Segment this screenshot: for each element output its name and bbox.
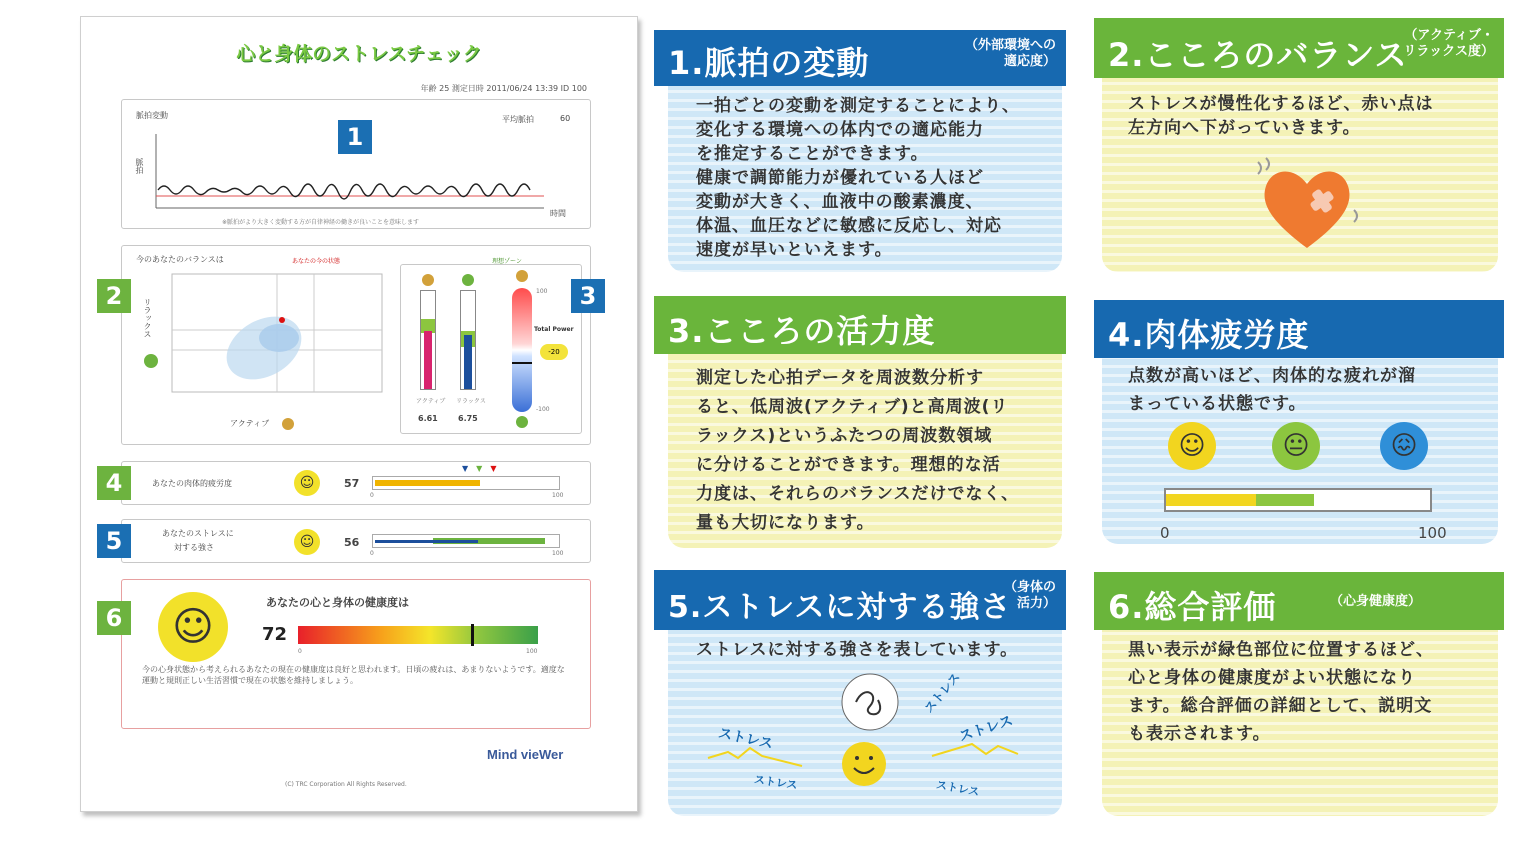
card-vitality-body: 測定した心拍データを周波数分析す ると、低周波(アクティブ)と高周波(リ ラックス)というふたつの周波数領域 に分けることができます。理想的な活 力度は、それらのバランスだけでなく、 量も大切になります。 (696, 368, 1020, 533)
thermo-label: Total Power (534, 326, 574, 333)
balance-y-label: リラックス (143, 298, 152, 338)
fatigue-value: 57 (344, 477, 360, 490)
card-fatigue-body: 点数が高いほど、肉体的な疲れが溜 まっている状態です。 (1128, 366, 1416, 414)
health-min: 0 (298, 648, 302, 655)
badge-4: 4 (97, 466, 131, 500)
fatigue-scale-max: 100 (1418, 524, 1447, 542)
banner-balance-title: 2.こころのバランス (1108, 36, 1408, 74)
banner-stress-sub: （身体の 活力） (1003, 580, 1056, 611)
report-title: 心と身体のストレスチェック (236, 43, 482, 65)
banner-stress (654, 570, 1066, 630)
card-pulse-body: 一拍ごとの変動を測定することにより、 変化する環境への体内での適応能力 を推定することができます。 健康で調節能力が優れている人ほど 変動が大きく、血液中の酸素濃度、 体温、血圧などに敏感に反応し、対応 速度が早いといえます。 (696, 96, 1020, 260)
badge-5: 5 (97, 524, 131, 558)
pulse-y-label: 脈拍 (135, 158, 144, 174)
pulse-heading: 脈拍変動 (136, 111, 168, 120)
banner-overall (1094, 572, 1504, 630)
balance-heading: 今のあなたのバランスは (136, 255, 224, 264)
thermo-badge: -20 (540, 344, 568, 360)
banner-vitality-title: 3.こころの活力度 (668, 312, 936, 350)
card-pulse (668, 54, 1062, 272)
banner-balance-sub: （アクティブ・ リラックス度） (1403, 28, 1494, 59)
mindviewer-logo: Mind vieWer (487, 747, 564, 762)
balance-scatter (164, 270, 394, 400)
fatigue-bar (372, 476, 560, 490)
banner-overall-sub: （心身健康度） (1330, 594, 1422, 609)
fatigue-panel (121, 461, 591, 505)
relax-value: 6.75 (458, 414, 478, 423)
banner-vitality (654, 296, 1066, 354)
pulse-avg-label: 平均脈拍 (502, 115, 534, 124)
active-bar-label: アクティブ (416, 398, 446, 405)
fatigue-max: 100 (552, 492, 564, 499)
stress-word-5: ストレス (935, 778, 981, 799)
banner-pulse-title: 1.脈拍の変動 (668, 44, 870, 82)
stress-word-1: ストレス (716, 725, 775, 753)
health-title: あなたの心と身体の健康度は (266, 596, 409, 609)
fatigue-scale-min: 0 (1160, 524, 1170, 542)
active-icon (282, 418, 294, 430)
fatigue-smiley-icon: ☺ (294, 470, 320, 496)
pulse-avg-value: 60 (560, 114, 571, 123)
current-state-dot (279, 317, 285, 323)
card-stress (668, 598, 1062, 816)
neutral-face-icon: 😐 (1272, 422, 1320, 470)
active-bar (420, 290, 436, 390)
health-gradient-bar (298, 626, 538, 644)
report-meta: 年齢 25 測定日時 2011/06/24 13:39 ID 100 (420, 84, 587, 93)
fatigue-label: あなたの肉体的疲労度 (152, 479, 232, 488)
badge-6: 6 (97, 601, 131, 635)
health-value: 72 (262, 624, 288, 645)
copyright-text: (C) TRC Corporation All Rights Reserved. (285, 781, 407, 788)
stress-word-3: ストレス (921, 670, 963, 716)
tired-face-icon: 😖 (1380, 422, 1428, 470)
health-panel (121, 579, 591, 729)
balance-x-label: アクティブ (230, 419, 270, 428)
badge-2: 2 (97, 279, 131, 313)
thermo-gauge (512, 288, 532, 412)
stress-label-1: あなたのストレスに (162, 529, 234, 538)
pulse-note: ※脈拍がより大きく変動する方が自律神経の働きが良いことを意味します (222, 219, 420, 226)
relax-bar-label: リラックス (456, 398, 486, 405)
fatigue-bar-fill (375, 480, 480, 486)
legend-green-text: 理想ゾーン (492, 258, 522, 265)
relax-tree-icon (144, 354, 158, 368)
fatigue-scale-bar (1164, 488, 1432, 512)
active-value: 6.61 (418, 414, 438, 423)
thermo-bottom-icon (516, 416, 528, 428)
banner-pulse (654, 30, 1066, 86)
thermo-bottom-value: -100 (536, 406, 550, 413)
health-max: 100 (526, 648, 538, 655)
stress-word-4: ストレス (753, 773, 799, 792)
thermo-top-value: 100 (536, 288, 548, 295)
health-marker (471, 624, 474, 646)
card-balance-body: ストレスが慢性化するほど、赤い点は 左方向へ下がっていきます。 (1128, 94, 1434, 138)
card-stress-body: ストレスに対する強さを表しています。 (696, 640, 1019, 660)
relax-bar (460, 290, 476, 390)
banner-balance (1094, 18, 1504, 78)
pulse-x-label: 時間 (550, 209, 566, 218)
card-overall-body: 黒い表示が緑色部位に位置するほど、 心と身体の健康度がよい状態になり ます。総合評価の詳細として、説明文 も表示されます。 (1128, 640, 1434, 744)
fatigue-min: 0 (370, 492, 374, 499)
card-balance (1102, 46, 1498, 272)
happy-face-icon: ☺ (1168, 422, 1216, 470)
banner-pulse-sub: （外部環境への 適応度） (964, 38, 1056, 69)
thermo-top-icon (516, 270, 528, 282)
stress-label-2: 対する強さ (174, 543, 214, 552)
stress-bar (372, 534, 560, 548)
pulse-panel (121, 99, 591, 229)
banner-stress-title: 5.ストレスに対する強さ (668, 590, 1012, 625)
stress-bar-fill (375, 540, 478, 543)
stress-smiley-icon: ☺ (294, 529, 320, 555)
stress-word-2: ストレス (957, 712, 1016, 746)
badge-1: 1 (338, 120, 372, 154)
stress-value: 56 (344, 536, 360, 549)
legend-red-text: あなたの今の状態 (292, 258, 341, 265)
badge-3: 3 (571, 279, 605, 313)
fatigue-markers: ▼▼▼ (462, 464, 505, 473)
banner-fatigue (1094, 300, 1504, 358)
relax-top-icon (462, 274, 474, 286)
stress-panel (121, 519, 591, 563)
stress-min: 0 (370, 550, 374, 557)
banner-overall-title: 6.総合評価 (1108, 588, 1277, 626)
stress-max: 100 (552, 550, 564, 557)
health-comment: 今の心身状態から考えられるあなたの現在の健康度は良好と思われます。日頃の疲れは、あまりないようです。適度な運動と規則正しい生活習慣で現在の状態を維持しましょう。 (142, 665, 565, 685)
card-vitality (668, 324, 1062, 548)
health-smiley-icon: ☺ (158, 592, 228, 662)
balance-panel (121, 245, 591, 445)
banner-fatigue-title: 4.肉体疲労度 (1108, 316, 1310, 354)
active-top-icon (422, 274, 434, 286)
report-sheet (80, 16, 638, 812)
heart-icon (1252, 156, 1362, 256)
